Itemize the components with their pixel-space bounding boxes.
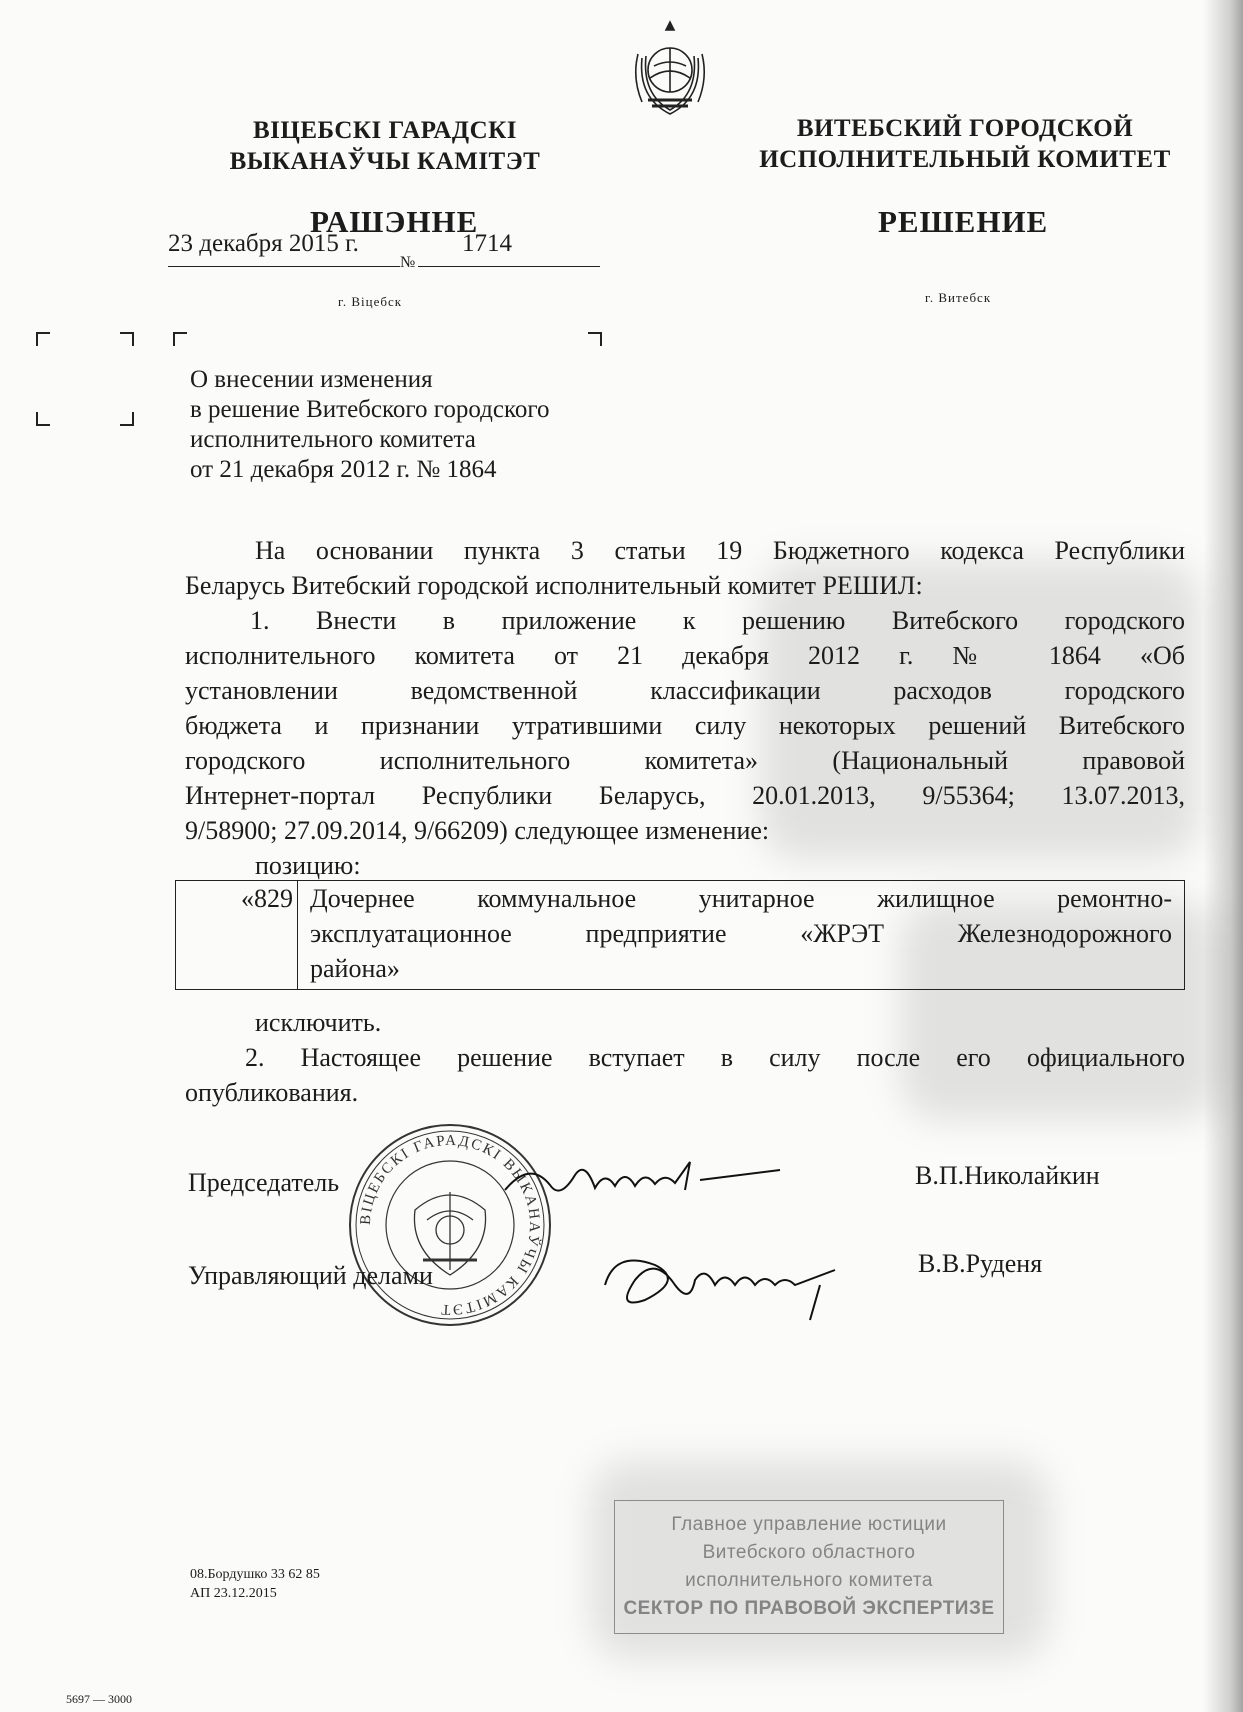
stamp-line: Главное управление юстиции (671, 1514, 947, 1535)
body-text (185, 533, 1185, 883)
corner-mark (588, 332, 602, 346)
stamp-line: СЕКТОР ПО ПРАВОВОЙ ЭКСПЕРТИЗЕ (623, 1598, 995, 1619)
paragraph-1-line: бюджета и признании утратившими силу некоторых решений Витебского (185, 711, 1185, 740)
header-left-line1: ВІЦЕБСКІ ГАРАДСКІ (252, 117, 518, 144)
position-table (175, 880, 1185, 990)
position-label: позицию: (255, 851, 361, 880)
paragraph-1-line: Интернет-портал Республики Беларусь, 20.01.2013, 9/55364; 13.07.2013, (185, 781, 1185, 810)
manager-signature (595, 1245, 855, 1325)
justice-department-stamp (614, 1500, 1004, 1634)
body-text-continued (185, 1005, 1185, 1110)
paragraph-1-line: 1. Внести в приложение к решению Витебского городского (250, 606, 1185, 635)
corner-mark (173, 332, 187, 346)
paragraph-1-line: установлении ведомственной классификации расходов городского (185, 676, 1185, 705)
executor-info: 08.Бордушко 33 62 85 (190, 1567, 320, 1582)
position-code: «829 (176, 881, 298, 989)
date-underline (168, 266, 400, 267)
stamp-line: исполнительного комитета (685, 1570, 933, 1591)
stamp-line: Витебского областного (702, 1542, 916, 1563)
paragraph-1-line: исполнительного комитета от 21 декабря 2012 г. № 1864 «Об (185, 641, 1185, 670)
subject-line: в решение Витебского городского (190, 396, 550, 423)
document-number: 1714 (462, 230, 512, 257)
subject-block (190, 365, 550, 485)
city-right: г. Витебск (925, 290, 992, 305)
doc-type-right: РЕШЕНИЕ (878, 204, 1049, 239)
header-right (755, 113, 1175, 175)
ap-date: АП 23.12.2015 (190, 1586, 277, 1601)
seal-text: ВІЦЕБСКІ ГАРАДСКІ ВЫКАНАЎЧЫ КАМІТЭТ (357, 1132, 543, 1318)
manager-title: Управляющий делами (188, 1261, 433, 1290)
doc-type-left: РАШЭННЕ (310, 204, 479, 239)
header-left-line2: ВЫКАНАЎЧЫ КАМІТЭТ (229, 148, 541, 175)
scan-shadow-edge (1203, 0, 1243, 1712)
position-line: Дочернее коммунальное унитарное жилищное ремонтно- (310, 884, 1172, 913)
header-right-line2: ИСПОЛНИТЕЛЬНЫЙ КОМИТЕТ (759, 146, 1171, 173)
city-left: г. Віцебск (338, 294, 403, 309)
chair-title: Председатель (188, 1168, 340, 1197)
corner-mark (36, 412, 50, 426)
intro-line: Беларусь Витебский городской исполнительный комитет РЕШИЛ: (185, 571, 923, 600)
header-left (215, 115, 555, 177)
subject-line: исполнительного комитета (190, 426, 476, 453)
subject-line: О внесении изменения (190, 366, 433, 393)
paragraph-2-line: опубликования. (185, 1078, 359, 1107)
document-date: 23 декабря 2015 г. (168, 230, 359, 257)
subject-line: от 21 декабря 2012 г. № 1864 (190, 456, 497, 483)
form-code: 5697 — 3000 (66, 1692, 132, 1706)
number-sign: № (400, 254, 417, 271)
corner-mark (120, 412, 134, 426)
coat-of-arms-emblem (628, 18, 712, 118)
position-description (298, 881, 1184, 989)
number-underline (418, 266, 600, 267)
chair-signature (500, 1150, 790, 1205)
corner-mark (120, 332, 134, 346)
header-right-line1: ВИТЕБСКИЙ ГОРОДСКОЙ (796, 115, 1134, 142)
corner-mark (36, 332, 50, 346)
paragraph-1-line: городского исполнительного комитета» (Национальный правовой (185, 746, 1185, 775)
position-line: эксплуатационное предприятие «ЖРЭТ Железнодорожного (310, 919, 1172, 948)
intro-line: На основании пункта 3 статьи 19 Бюджетного кодекса Республики (255, 536, 1185, 565)
exclude-line: исключить. (255, 1008, 382, 1037)
paragraph-1-line: 9/58900; 27.09.2014, 9/66209) следующее изменение: (185, 816, 770, 845)
manager-name: В.В.Руденя (918, 1249, 1043, 1278)
position-line: района» (310, 954, 400, 983)
paragraph-2-line: 2. Настоящее решение вступает в силу после его официального (245, 1043, 1185, 1072)
chair-name: В.П.Николайкин (915, 1161, 1100, 1190)
